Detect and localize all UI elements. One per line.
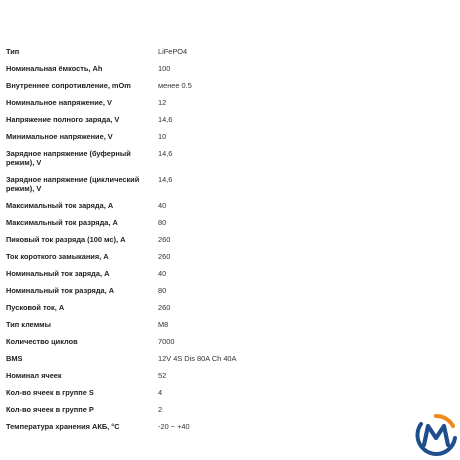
spec-key: Тип клеммы: [6, 320, 51, 329]
spec-row: [6, 384, 296, 401]
spec-key: Кол-во ячеек в группе S: [6, 388, 94, 397]
spec-value: 14,6: [158, 175, 173, 184]
spec-key: Внутреннее сопротивление, mOm: [6, 81, 131, 90]
spec-row: [6, 350, 296, 367]
spec-key: Номинальное напряжение, V: [6, 98, 112, 107]
spec-value: 40: [158, 201, 167, 210]
spec-row: [6, 231, 296, 248]
spec-key: BMS: [6, 354, 23, 363]
spec-row: [6, 418, 296, 435]
spec-row: [6, 282, 296, 299]
spec-row: [6, 265, 296, 282]
specifications-table: [6, 43, 296, 435]
spec-row: [6, 316, 296, 333]
spec-value: 7000: [158, 337, 175, 346]
spec-key: Номинал ячеек: [6, 371, 62, 380]
spec-key: Минимальное напряжение, V: [6, 132, 113, 141]
spec-row: [6, 171, 296, 197]
spec-value: 260: [158, 252, 171, 261]
spec-value: 14,6: [158, 149, 173, 158]
m-letter-logo-icon: [415, 414, 457, 456]
spec-value: 52: [158, 371, 167, 380]
spec-key: Зарядное напряжение (циклический режим), V: [6, 175, 140, 193]
spec-row: [6, 128, 296, 145]
spec-row: [6, 43, 296, 60]
spec-value: 40: [158, 269, 167, 278]
specifications-body: [6, 43, 296, 435]
spec-value: менее 0.5: [158, 81, 192, 90]
spec-row: [6, 299, 296, 316]
spec-row: [6, 401, 296, 418]
spec-row: [6, 333, 296, 350]
spec-value: 10: [158, 132, 167, 141]
spec-value: 260: [158, 235, 171, 244]
spec-value: 2: [158, 405, 163, 414]
spec-key: Напряжение полного заряда, V: [6, 115, 120, 124]
spec-value: 260: [158, 303, 171, 312]
spec-row: [6, 214, 296, 231]
spec-value: 12: [158, 98, 167, 107]
spec-row: [6, 367, 296, 384]
spec-key: Пиковый ток разряда (100 мс), A: [6, 235, 126, 244]
spec-key: Кол-во ячеек в группе P: [6, 405, 94, 414]
spec-row: [6, 94, 296, 111]
spec-key: Температура хранения АКБ, °C: [6, 422, 120, 431]
spec-value: M8: [158, 320, 169, 329]
spec-value: 100: [158, 64, 171, 73]
spec-value: 4: [158, 388, 163, 397]
spec-value: 80: [158, 286, 167, 295]
spec-key: Номинальная ёмкость, Ah: [6, 64, 103, 73]
spec-key: Количество циклов: [6, 337, 78, 346]
spec-row: [6, 60, 296, 77]
spec-key: Номинальный ток заряда, A: [6, 269, 110, 278]
spec-key: Максимальный ток разряда, A: [6, 218, 118, 227]
spec-row: [6, 77, 296, 94]
cut-off-text-line: [4, 33, 444, 39]
spec-key: Максимальный ток заряда, A: [6, 201, 114, 210]
spec-value: 12V 4S Dis 80A Ch 40A: [158, 354, 237, 363]
spec-key: Номинальный ток разряда, A: [6, 286, 115, 295]
spec-row: [6, 111, 296, 128]
spec-row: [6, 197, 296, 214]
spec-key: Зарядное напряжение (буферный режим), V: [6, 149, 131, 167]
spec-value: -20 ~ +40: [158, 422, 190, 431]
spec-row: [6, 145, 296, 171]
spec-value: 80: [158, 218, 167, 227]
spec-key: Ток короткого замыкания, A: [6, 252, 109, 261]
spec-row: [6, 248, 296, 265]
spec-key: Тип: [6, 47, 20, 56]
spec-key: Пусковой ток, A: [6, 303, 65, 312]
spec-value: LiFePO4: [158, 47, 188, 56]
spec-value: 14,6: [158, 115, 173, 124]
